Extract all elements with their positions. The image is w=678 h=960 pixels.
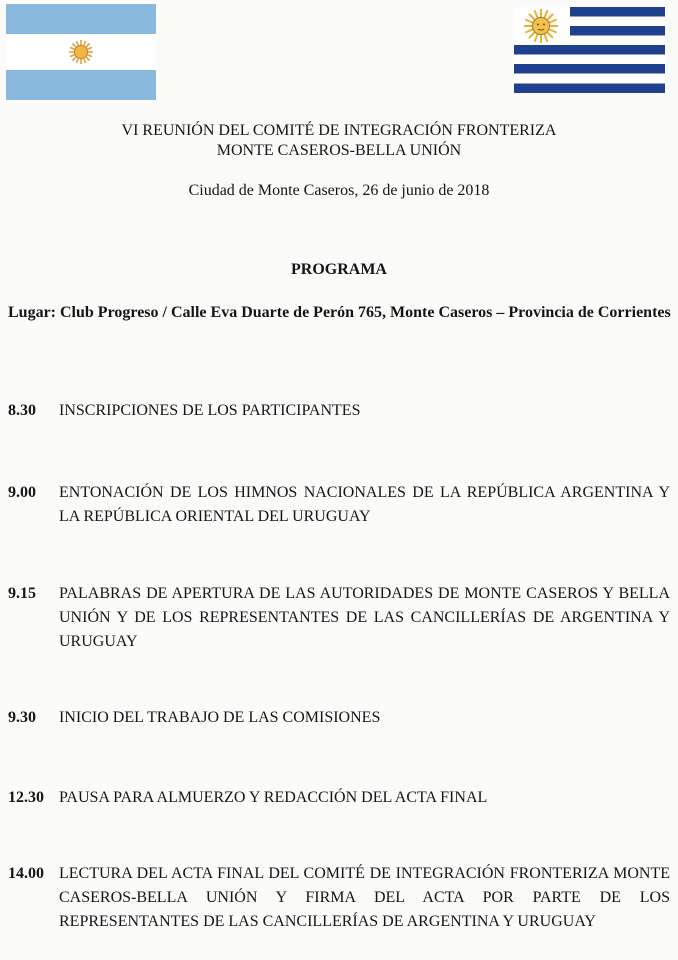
document-title: VI REUNIÓN DEL COMITÉ DE INTEGRACIÓN FRONTERIZA [121, 122, 557, 139]
item-time: 8.30 [8, 402, 36, 419]
item-description: ENTONACIÓN DE LOS HIMNOS NACIONALES DE LA REPÚBLICA ARGENTINA Y LA REPÚBLICA ORIENTAL DEL URUGUAY [59, 484, 670, 525]
program-item [8, 481, 670, 529]
program-heading: PROGRAMA [291, 261, 387, 278]
event-location: Lugar: Club Progreso / Calle Eva Duarte de Perón 765, Monte Caseros – Provincia de Corrientes [8, 304, 671, 321]
item-time: 9.30 [8, 709, 36, 726]
document-subtitle: MONTE CASEROS-BELLA UNIÓN [216, 142, 462, 159]
item-time: 14.00 [8, 865, 44, 882]
program-item [8, 706, 670, 730]
program-item [8, 862, 670, 934]
program-item [8, 399, 670, 423]
item-description: INICIO DEL TRABAJO DE LAS COMISIONES [59, 709, 381, 726]
item-description: INSCRIPCIONES DE LOS PARTICIPANTES [59, 402, 361, 419]
item-time: 12.30 [8, 789, 44, 806]
item-description: PAUSA PARA ALMUERZO Y REDACCIÓN DEL ACTA FINAL [59, 789, 488, 806]
program-item [8, 786, 670, 810]
uruguay-flag-icon [514, 7, 665, 93]
program-item [8, 582, 670, 654]
argentina-flag-icon [6, 4, 156, 100]
place-date: Ciudad de Monte Caseros, 26 de junio de 2018 [188, 182, 490, 199]
item-time: 9.00 [8, 484, 36, 501]
item-description: LECTURA DEL ACTA FINAL DEL COMITÉ DE INTEGRACIÓN FRONTERIZA MONTE CASEROS-BELLA UNIÓN Y FIRMA DEL ACTA POR PARTE DE LOS REPRESENTANTES DE LAS CANCILLERÍAS DE ARGENTINA Y URUGUAY [59, 865, 670, 930]
item-description: PALABRAS DE APERTURA DE LAS AUTORIDADES DE MONTE CASEROS Y BELLA UNIÓN Y DE LOS REPRESENTANTES DE LAS CANCILLERÍAS DE ARGENTINA Y URUGUAY [59, 585, 670, 650]
item-time: 9.15 [8, 585, 36, 602]
